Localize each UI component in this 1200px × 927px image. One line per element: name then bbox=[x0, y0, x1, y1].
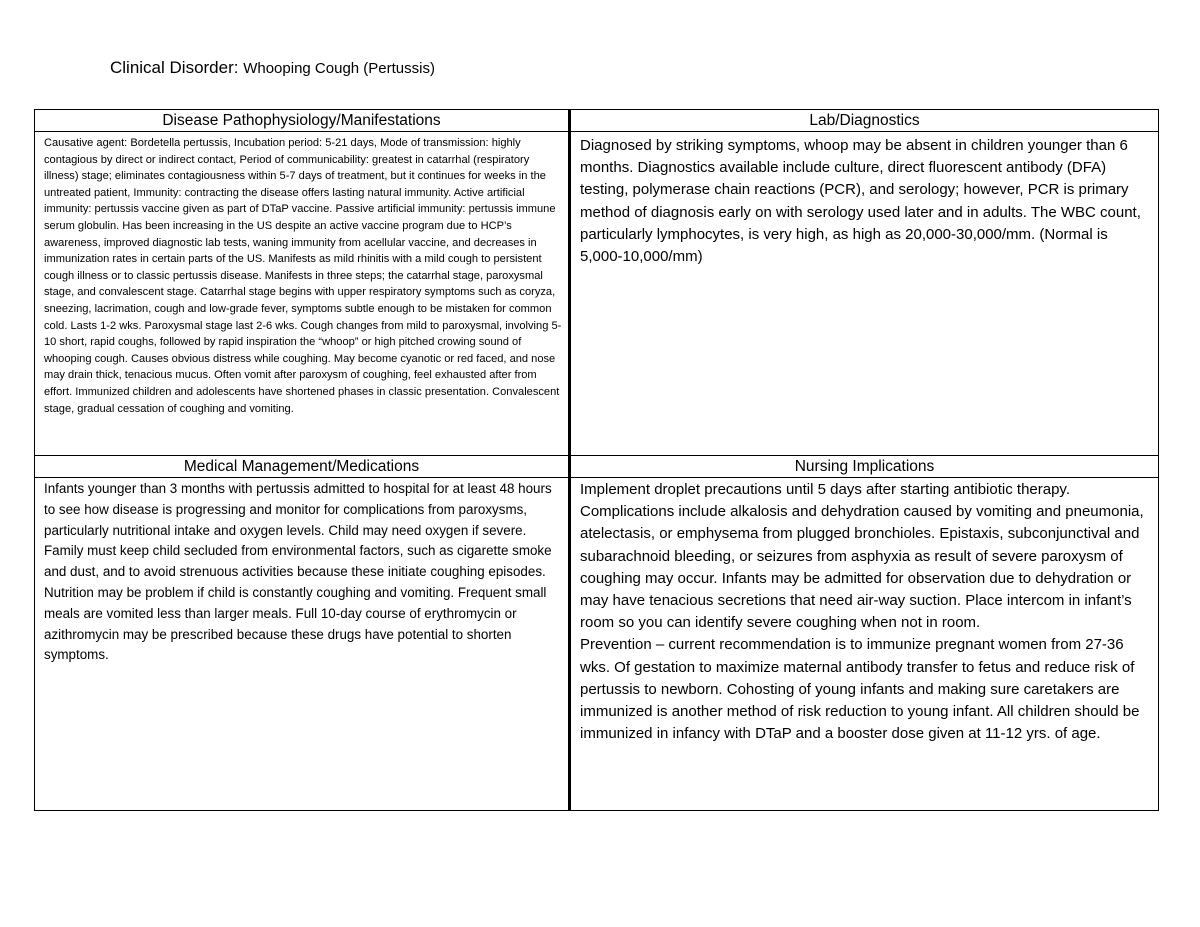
title-value: Whooping Cough (Pertussis) bbox=[243, 60, 435, 77]
pathophysiology-header: Disease Pathophysiology/Manifestations bbox=[35, 110, 570, 132]
care-map-table bbox=[34, 109, 1159, 811]
header-row-2 bbox=[35, 456, 1159, 478]
page-title bbox=[110, 58, 435, 78]
lab-header: Lab/Diagnostics bbox=[570, 110, 1159, 132]
nursing-cell bbox=[570, 478, 1159, 811]
management-header: Medical Management/Medications bbox=[35, 456, 570, 478]
nursing-text: Implement droplet precautions until 5 days after starting antibiotic therapy. Complications include alkalosis and dehydration caused by vomiting and pneumonia, atelectasis, or emphysema from plugged bronchioles. Epistaxis, subconjunctival and subarachnoid bleeding, or seizures from asphyxia as result of severe paroxysm of coughing may occur. Infants may be admitted for observation due to dehydration or may have tenacious secretions that need air-way suction. Place intercom in infant’s room so you can identify severe coughing when not in room. bbox=[580, 481, 1144, 632]
nursing-header: Nursing Implications bbox=[570, 456, 1159, 478]
title-label: Clinical Disorder: bbox=[110, 58, 239, 77]
prevention-text: Prevention – current recommendation is to immunize pregnant women from 27-36 wks. Of gestation to maximize maternal antibody transfer to fetus and reduce risk of pertussis to newborn. Cohosting of young infants and making sure caretakers are immunized is another method of risk reduction to young infant. All children should be immunized in infancy with DTaP and a booster dose given at 11-12 yrs. of age. bbox=[580, 636, 1140, 743]
header-row-1 bbox=[35, 110, 1159, 132]
pathophysiology-text: Causative agent: Bordetella pertussis, Incubation period: 5-21 days, Mode of transmission: highly contagious by direct or indirect contact, Period of communicability: greatest in catarrhal (respiratory illness) stage; eliminates contagiousness within 5-7 days of treatment, but it continues for weeks in the untreated patient, Immunity: contracting the disease offers lasting natural immunity. Active artificial immunity: pertussis vaccine given as part of DTaP vaccine. Passive artificial immunity: pertussis immune serum globulin. Has been increasing in the US despite an active vaccine program due to HCP’s awareness, improved diagnostic lab tests, waning immunity from acellular vaccine, and decreases in immunization rates in certain parts of the US. Manifests as mild rhinitis with a mild cough to persistent cough illness or to classic pertussis disease. Manifests in three steps; the catarrhal stage, paroxysmal stage, and convalescent stage. Catarrhal stage begins with upper respiratory symptoms such as coryza, sneezing, lacrimation, cough and low-grade fever, symptoms subtle enough to be mistaken for common cold. Lasts 1-2 wks. Paroxysmal stage last 2-6 wks. Cough changes from mild to paroxysmal, involving 5-10 short, rapid coughs, followed by rapid inspiration the “whoop” or high pitched crowing sound of whooping cough. Causes obvious distress while coughing. May become cyanotic or red faced, and nose may drain thick, tenacious mucus. Often vomit after paroxysm of coughing, feel exhausted after from effort. Immunized children and adolescents have shortened phases in classic presentation. Convalescent stage, gradual cessation of coughing and vomiting. bbox=[35, 132, 570, 456]
lab-text: Diagnosed by striking symptoms, whoop may be absent in children younger than 6 months. Diagnostics available include culture, direct fluorescent antibody (DFA) testing, polymerase chain reactions (PCR), and serology; however, PCR is primary method of diagnosis early on with serology used later and in adults. The WBC count, particularly lymphocytes, is very high, as high as 20,000-30,000/mm. (Normal is 5,000-10,000/mm) bbox=[570, 132, 1159, 456]
content-row-2 bbox=[35, 478, 1159, 811]
content-row-1 bbox=[35, 132, 1159, 456]
management-text: Infants younger than 3 months with pertussis admitted to hospital for at least 48 hours to see how disease is progressing and monitor for complications from paroxysms, particularly nutritional intake and oxygen levels. Child may need oxygen if severe. Family must keep child secluded from environmental factors, such as cigarette smoke and dust, and to avoid strenuous activities because these initiate coughing episodes. Nutrition may be problem if child is constantly coughing and vomiting. Frequent small meals are vomited less than larger meals. Full 10-day course of erythromycin or azithromycin may be prescribed because these drugs have potential to shorten symptoms. bbox=[35, 478, 570, 811]
